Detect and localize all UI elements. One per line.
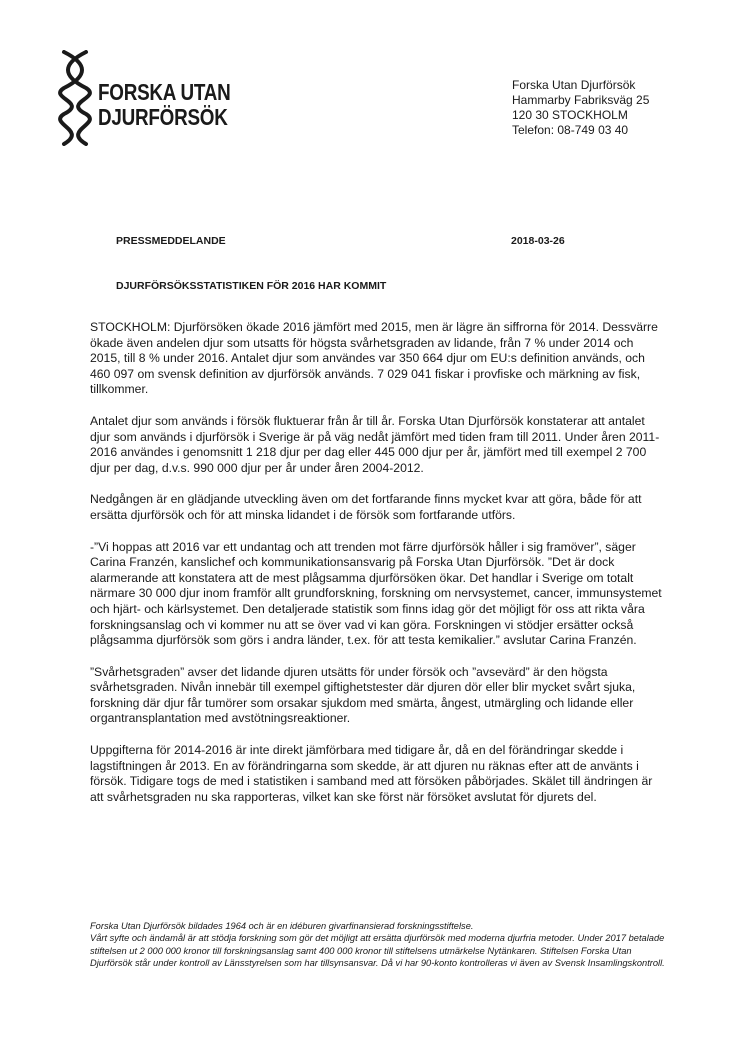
address-phone: Telefon: 08-749 03 40 — [512, 123, 629, 137]
logo-wordmark — [98, 80, 230, 130]
organization-footer-note — [90, 920, 670, 969]
address-postal: 120 30 STOCKHOLM — [512, 108, 628, 122]
address-street: Hammarby Fabriksväg 25 — [512, 93, 650, 107]
press-release-body — [90, 320, 665, 821]
dna-helix-icon — [58, 50, 94, 146]
body-paragraph: STOCKHOLM: Djurförsöken ökade 2016 jämfört med 2015, men är lägre än siffrorna för 2014. Dessvärre ökade även andelen djur som utsatts för högsta svårhetsgraden av lidande, från 7 % under 2014 och 2015, till 8 % under 2016. Antalet djur som användes var 350 664 djur om EU:s definition används, och 460 097 om svensk definition av djurförsök används. 7 029 041 fiskar i provfiske och märkning av fisk, tillkommer. — [90, 320, 658, 397]
address-org: Forska Utan Djurförsök — [512, 78, 636, 92]
body-paragraph: Nedgången är en glädjande utveckling även om det fortfarande finns mycket kvar att göra, både för att ersätta djurförsök och för att minska lidandet i de försök som fortfarande utförs. — [90, 492, 642, 522]
body-paragraph: Uppgifterna för 2014-2016 är inte direkt jämförbara med tidigare år, då en del förändringar skedde i lagstiftningen år 2013. En av förändringarna som skedde, är att djuren nu räknas efter att de använts i försök. Tidigare togs de med i statistiken i samband med att försöken påbörjades. Skälet till ändringen är att svårhetsgraden nu ska rapporteras, vilket kan ske först när försöket avslutat för djurets del. — [90, 743, 653, 804]
body-paragraph: ”Svårhetsgraden” avser det lidande djuren utsätts för under försök och ”avsevärd” är den högsta svårhetsgraden. Nivån innebär till exempel giftighetstester där djuren dör eller blir mycket svårt sjuka, forskning där djur får tumörer som orsakar sjukdom med smärta, ångest, utmärgling och lidande eller organtransplantation med avstötningsreaktioner. — [90, 664, 636, 726]
body-paragraph: Antalet djur som används i försök fluktuerar från år till år. Forska Utan Djurförsök konstaterar att antalet djur som används i djurförsök i Sverige är på väg nedåt jämfört med tiden fram till 2011. Under åren 2011-2016 användes i genomsnitt 1 218 djur per dag eller 445 000 djur per år, jämfört med till exempel 2 700 djur per dag, d.v.s. 990 000 djur per år under åren 2004-2012. — [90, 413, 660, 475]
organization-logo — [58, 50, 248, 146]
logo-line-2: DJURFÖRSÖK — [98, 104, 228, 130]
sender-address — [512, 78, 649, 138]
footer-line: Forska Utan Djurförsök bildades 1964 och är en idéburen givarfinansierad forskningsstiftelse. — [90, 921, 474, 931]
document-type-label: PRESSMEDDELANDE — [116, 235, 226, 247]
press-release-headline: DJURFÖRSÖKSSTATISTIKEN FÖR 2016 HAR KOMMIT — [116, 280, 387, 292]
document-date: 2018-03-26 — [511, 235, 565, 247]
footer-line: Vårt syfte och ändamål är att stödja forskning som gör det möjligt att ersätta djurförsök med moderna djurfria metoder. Under 2017 betalade stiftelsen ut 2 000 000 kronor till forskningsanslag samt 400 000 kronor till stiftelsens utmärkelse Nytänkaren. Stiftelsen Forska Utan Djurförsök står under kontroll av Länsstyrelsen som har tillsynsansvar. Då vi har 90-konto kontrolleras vi även av Svensk Insamlingskontroll. — [90, 933, 665, 968]
body-paragraph: -”Vi hoppas att 2016 var ett undantag och att trenden mot färre djurförsök håller i sig framöver”, säger Carina Franzén, kanslichef och kommunikationsansvarig på Forska Utan Djurförsök. ”Det är dock alarmerande att konstatera att de mest plågsamma djurförsöken ökar. Det handlar i Sverige om totalt närmare 30 000 djur inom framför allt grundforskning, forskning om nervsystemet, cancer, immunsystemet och hjärt- och kärlsystemet. Den detaljerade statistik som finns idag gör det möjligt för oss att rikta våra forskningsanslag och vi kommer nu att se över vad vi kan göra. Forskningen vi stödjer ersätter också plågsamma djurförsök som görs i andra länder, t.ex. för att testa kemikalier.” avslutar Carina Franzén. — [90, 539, 662, 648]
logo-line-1: FORSKA UTAN — [98, 79, 231, 105]
